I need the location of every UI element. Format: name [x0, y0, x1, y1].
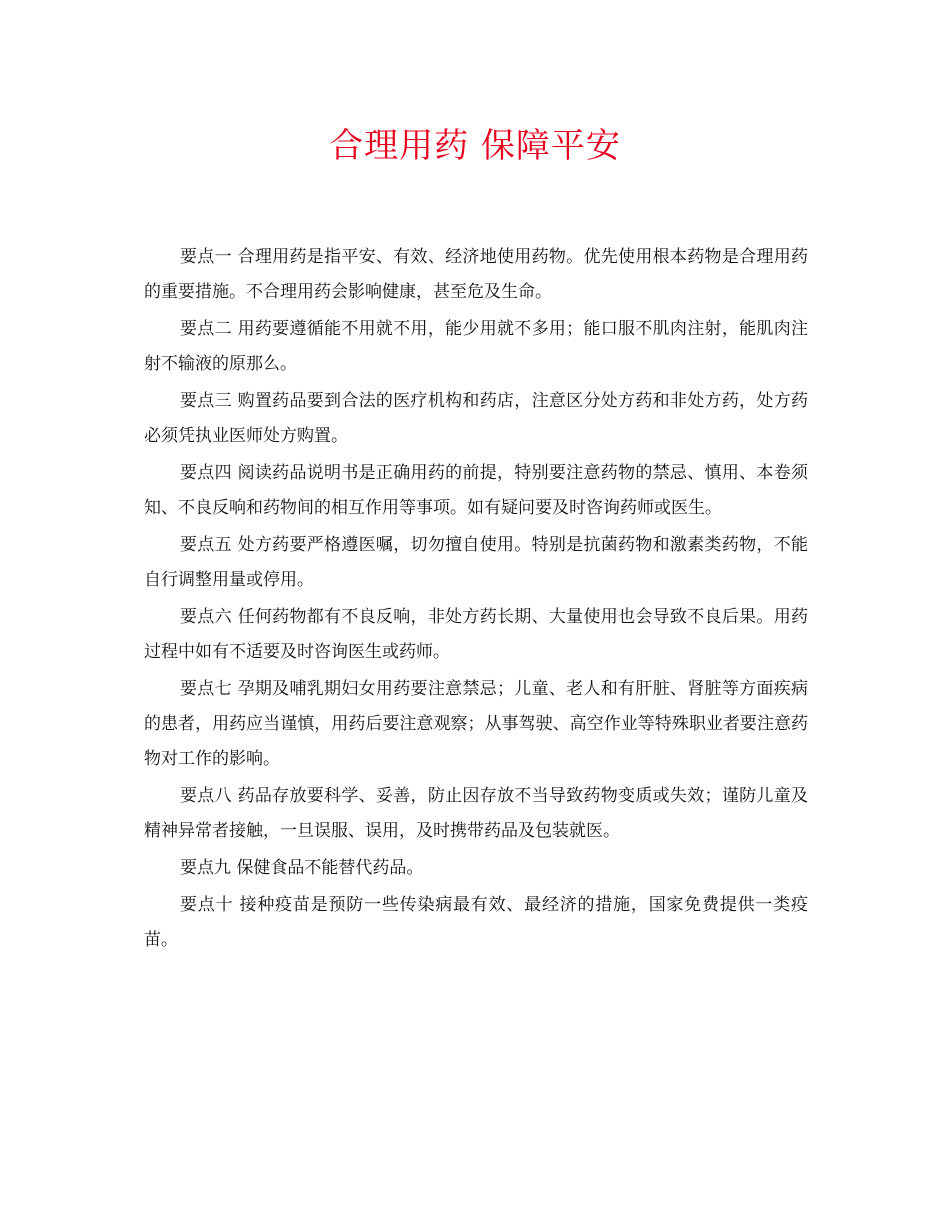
point-5: 要点五 处方药要严格遵医嘱，切勿擅自使用。特别是抗菌药物和激素类药物，不能自行调整用量或停用。 — [144, 535, 808, 590]
point-6: 要点六 任何药物都有不良反响，非处方药长期、大量使用也会导致不良后果。用药过程中如有不适要及时咨询医生或药师。 — [144, 607, 808, 662]
point-2: 要点二 用药要遵循能不用就不用，能少用就不多用；能口服不肌肉注射，能肌肉注射不输液的原那么。 — [144, 319, 808, 374]
point-1: 要点一 合理用药是指平安、有效、经济地使用药物。优先使用根本药物是合理用药的重要措施。不合理用药会影响健康，甚至危及生命。 — [144, 247, 808, 302]
point-4: 要点四 阅读药品说明书是正确用药的前提，特别要注意药物的禁忌、慎用、本卷须知、不良反响和药物间的相互作用等事项。如有疑问要及时咨询药师或医生。 — [144, 463, 808, 518]
document-body — [144, 240, 808, 960]
point-8: 要点八 药品存放要科学、妥善，防止因存放不当导致药物变质或失效；谨防儿童及精神异常者接触，一旦误服、误用，及时携带药品及包装就医。 — [144, 786, 808, 841]
page-title: 合理用药 保障平安 — [329, 126, 621, 166]
point-10: 要点十 接种疫苗是预防一些传染病最有效、最经济的措施，国家免费提供一类疫苗。 — [144, 895, 808, 950]
point-3: 要点三 购置药品要到合法的医疗机构和药店，注意区分处方药和非处方药，处方药必须凭执业医师处方购置。 — [144, 391, 808, 446]
point-7: 要点七 孕期及哺乳期妇女用药要注意禁忌；儿童、老人和有肝脏、肾脏等方面疾病的患者，用药应当谨慎，用药后要注意观察；从事驾驶、高空作业等特殊职业者要注意药物对工作的影响。 — [144, 679, 808, 769]
point-9: 要点九 保健食品不能替代药品。 — [180, 858, 424, 878]
